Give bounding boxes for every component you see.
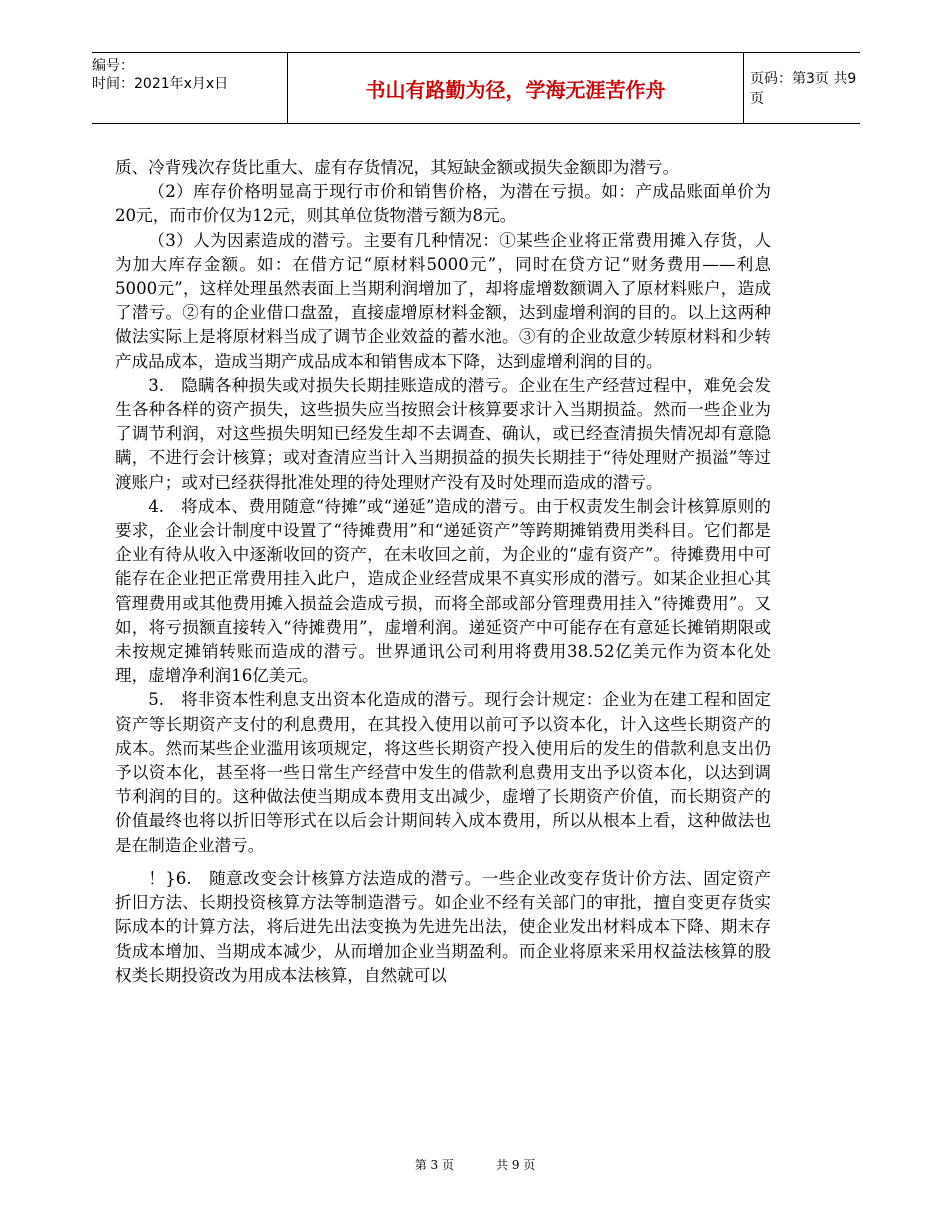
document-number-label: 编号： [92,58,134,74]
paragraph-interest-capitalization: 5. 将非资本性利息支出资本化造成的潜亏。现行会计规定：企业为在建工程和固定资产等长期资产支付的利息费用，在其投入使用以前可予以资本化，计入这些长期资产的成本。然而某些企业滥用该项规定，将这些长期资产投入使用后的发生的借款利息支出仍予以资本化，甚至将一些日常生产经营中发生的借款利息费用支出予以资本化，以达到调节利润的目的。这种做法使当期成本费用支出减少，虚增了长期资产价值，而长期资产的价值最终也将以折旧等形式在以后会计期间转入成本费用，所以从根本上看，这种做法也是在制造企业潜亏。 [115,690,771,855]
page-footer [0,1156,950,1173]
document-date: 时间：2021年x月x日 [92,76,229,92]
footer-page-total: 共 9 页 [496,1158,536,1172]
paragraph-accounting-method-change: ！}6. 随意改变会计核算方法造成的潜亏。一些企业改变存货计价方法、固定资产折旧方法、长期投资核算方法等制造潜亏。如企业不经有关部门的审批，擅自变更存货实际成本的计算方法，将后进先出法变换为先进先出法，使企业发出材料成本下降、期末存货成本增加、当期成本减少，从而增加企业当期盈利。而企业将原来采用权益法核算的股权类长期投资改为用成本法核算，自然就可以 [115,868,771,985]
footer-page-number: 第 3 页 [414,1158,454,1172]
paragraph-human-factors: （3）人为因素造成的潜亏。主要有几种情况：①某些企业将正常费用摊入存货，人为加大库存金额。如：在借方记“原材料5000元”，同时在贷方记“财务费用——利息5000元”，这样处理虽然表面上当期利润增加了，却将虚增数额调入了原材料账户，造成了潜亏。②有的企业借口盘盈，直接虚增原材料金额，达到虚增利润的目的。以上这两种做法实际上是将原材料当成了调节企业效益的蓄水池。③有的企业故意少转原材料和少转产成品成本，造成当期产成品成本和销售成本下降，达到虚增利润的目的。 [115,230,771,371]
document-body [115,156,771,988]
header-meta [92,53,287,123]
paragraph-continuation: 质、冷背残次存货比重大、虚有存货情况，其短缺金额或损失金额即为潜亏。 [115,158,680,177]
paragraph-deferred-costs: 4. 将成本、费用随意“待摊”或“递延”造成的潜亏。由于权责发生制会计核算原则的要求，企业会计制度中设置了“待摊费用”和“递延资产”等跨期摊销费用类科目。它们都是企业有待从收入中逐渐收回的资产，在未收回之前，为企业的“虚有资产”。待摊费用中可能存在企业把正常费用挂入此户，造成企业经营成果不真实形成的潜亏。如某企业担心其管理费用或其他费用摊入损益会造成亏损，而将全部或部分管理费用挂入“待摊费用”。又如，将亏损额直接转入“待摊费用”，虚增利润。递延资产中可能存在有意延长摊销期限或未按规定摊销转账而造成的潜亏。世界通讯公司利用将费用38.52亿美元作为资本化处理，虚增净利润16亿美元。 [115,496,771,686]
page-header [92,52,860,124]
paragraph-inventory-price: （2）库存价格明显高于现行市价和销售价格，为潜在亏损。如：产成品账面单价为20元，而市价仅为12元，则其单位货物潜亏额为8元。 [115,182,771,226]
header-motto: 书山有路勤为径，学海无涯苦作舟 [287,53,744,123]
paragraph-hidden-losses: 3. 隐瞒各种损失或对损失长期挂账造成的潜亏。企业在生产经营过程中，难免会发生各种各样的资产损失，这些损失应当按照会计核算要求计入当期损益。然而一些企业为了调节利润，对这些损失明知已经发生却不去调查、确认，或已经查清损失情况却有意隐瞒，不进行会计核算；或对查清应当计入当期损益的损失长期挂于“待处理财产损溢”等过渡账户；或对已经获得批准处理的待处理财产没有及时处理而造成的潜亏。 [115,375,771,492]
header-page-info: 页码：第3页 共9页 [750,71,857,107]
